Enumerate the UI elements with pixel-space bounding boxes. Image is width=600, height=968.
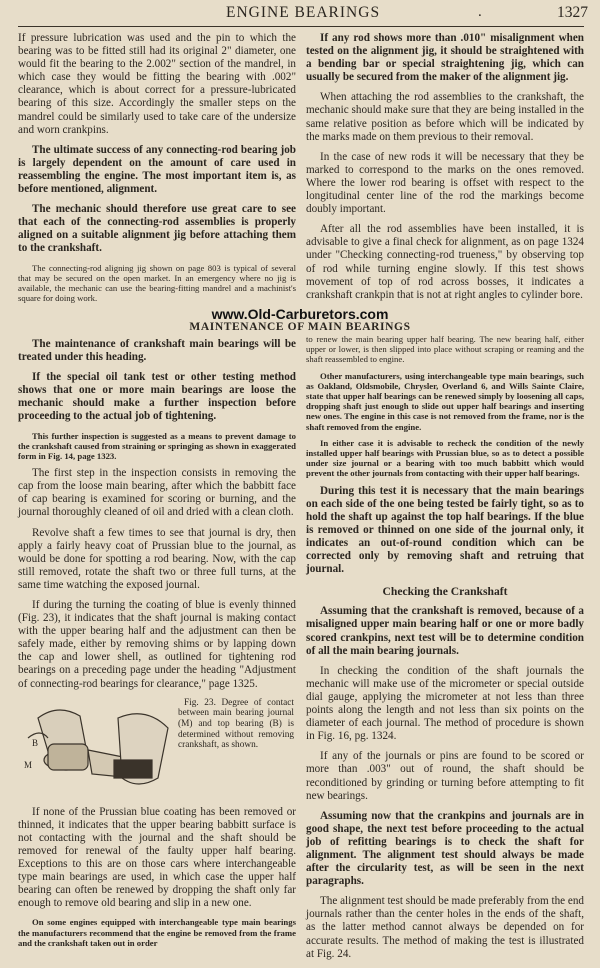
running-title: ENGINE BEARINGS (226, 4, 381, 21)
paragraph: If the special oil tank test or other testing method shows that one or more main bearings are loose the mechanic should make a further inspection before proceeding to the actual job of tightening. (18, 371, 296, 423)
paragraph: to renew the main bearing upper half bearing. The new bearing half, either upper or lower, is then slipped into place without scraping or reaming and the shaft reassembled to engine. (306, 334, 584, 365)
paragraph: The mechanic should therefore use great care to see that each of the connecting-rod assemblies is properly aligned on a suitable alignment jig before attaching them to the crankshaft. (18, 203, 296, 255)
paragraph: Assuming that the crankshaft is removed, because of a misaligned upper main bearing half or one or more badly scored crankpins, next test will be to determine condition of all the main bearing journals. (306, 605, 584, 657)
paragraph: Revolve shaft a few times to see that journal is dry, then apply a fairly heavy coat of Prussian blue to the journal, as would be done for spotting a rod bearing. Now, with the cap still removed, rotate the shaft two or three full turns, at the same time watching the exposed journal. (18, 526, 296, 591)
paragraph: The maintenance of crankshaft main bearings will be treated under this heading. (18, 338, 296, 364)
figure-label-m: M (24, 759, 33, 770)
paragraph: In either case it is advisable to recheck the condition of the newly installed upper half bearings with Prussian blue, so as to detect a possible under size journal or a bearing with too much babbitt which would prevent the other journals from contacting with their upper half bearings. (306, 437, 584, 479)
paragraph: The first step in the inspection consists in removing the cap from the loose main bearing, after which the babbitt face of cap bearing is examined for scoring or burning, and the journal thoroughly cleaned of oil and dried with a clean cloth. (18, 467, 296, 519)
header-dot: . (478, 4, 482, 20)
paragraph: If during the turning the coating of blue is evenly thinned (Fig. 23), it indicates that the shaft journal is making contact with the upper bearing half and the adjustment can then be safely made, either by removing shims or by lapping down the cap and lower shell, as outlined for tightening rod bearings on a preceding page under the heading "Adjustment of connecting-rod bearings for clearance," page 1325. (18, 599, 296, 690)
paragraph: In the case of new rods it will be necessary that they be marked to correspond to the marks on the ones removed. Where the lower rod bearing is offset with respect to the longitudinal center line of the rod the markings become doubly important. (306, 150, 584, 216)
paragraph: If any of the journals or pins are found to be scored or more than .003" out of round, the shaft should be reconditioned by grinding or turning before attempting to fit new bearings. (306, 750, 584, 802)
page-number: 1327 (557, 4, 588, 21)
paragraph: During this test it is necessary that the main bearings on each side of the one being tested be fairly tight, so as to hold the shaft up against the top half bearings. If the blue is removed or thinned on one side of the journal only, it indicates an out-of-round condition which can be corrected only by removing shaft and retruing that journal. (306, 484, 584, 576)
paragraph: Assuming now that the crankpins and journals are in good shape, the next test before proceeding to the actual job of refitting bearings is to check the shaft for alignment. The alignment test should always be made after the circularity test, as will be seen in the next paragraphs. (306, 809, 584, 888)
paragraph: The connecting-rod aligning jig shown on page 803 is typical of several that may be secured on the open market. In an emergency where no jig is available, the mechanic can use the bearing-fitting mandrel and a machinist's square for doing work. (18, 262, 296, 304)
figure-caption: Fig. 23. Degree of contact between main bearing journal (M) and top bearing (B) is determined without removing crankshaft, as shown. (178, 697, 294, 751)
paragraph: This further inspection is suggested as a means to prevent damage to the crankshaft caused from straining or springing as shown in exaggerated form in Fig. 14, page 1323. (18, 430, 296, 461)
watermark-url: www.Old-Carburetors.com (211, 306, 389, 322)
paragraph: When attaching the rod assemblies to the crankshaft, the mechanic should make sure that they are being installed in the same relative position as before which will be indicated by the marks made on them previous to their removal. (306, 91, 584, 143)
page-header (0, 0, 600, 26)
paragraph: The ultimate success of any connecting-rod bearing job is largely dependent on the amount of care used in reassembling the engine. The most important item is, as before mentioned, alignment. (18, 143, 296, 196)
header-rule (18, 26, 584, 27)
paragraph: On some engines equipped with interchangeable type main bearings the manufacturers recommend that the engine be removed from the frame and the crankshaft taken out in order (18, 917, 296, 948)
section-title: MAINTENANCE OF MAIN BEARINGS (189, 321, 411, 333)
bottom-left-column (18, 338, 296, 954)
figure-label-b: B (32, 737, 39, 748)
paragraph: If none of the Prussian blue coating has been removed or thinned, it indicates that the upper bearing babbitt surface is not contacting with the journal and the shaft should be removed for renewal of the faulty upper half bearing. Exceptions to this are on those cars where interchangeable type main bearings are used, in which case the upper half bearing can often be renewed by dropping the shaft only far enough to remove old bearing and slip in a new one. (18, 805, 296, 910)
paragraph: In checking the condition of the shaft journals the mechanic will make use of the micrometer or special outside dial gauge, applying the micrometer at not less than three points along the length and not less than six points on the diameter of each journal. The method of procedure is shown in Fig. 16, pg. 1324. (306, 664, 584, 743)
bottom-right-column (306, 334, 584, 968)
top-left-column (18, 32, 296, 309)
crankshaft-illustration (18, 698, 178, 798)
top-right-column (306, 32, 584, 309)
paragraph: If pressure lubrication was used and the pin to which the bearing was to be fitted still had its original 2" diameter, one would fit the bearing to the 2.002" section of the mandrel, in which case they would be fitting the bearing with .002" clearance, which is about correct for a pressure-lubricated bearing of this size. Accordingly the smaller steps on the mandrel could be similarly used to take care of the undersize and worn crankpins. (18, 32, 296, 136)
figure-23 (18, 698, 296, 798)
paragraph: The alignment test should be made preferably from the end journals rather than the center holes in the ends of the shaft, as the latter method cannot always be depended on for accurate results. The method of making the test is illustrated at Fig. 24. (306, 895, 584, 960)
subheading: Checking the Crankshaft (382, 585, 508, 599)
paragraph: After all the rod assemblies have been installed, it is advisable to give a final check for alignment, as on page 1324 under "Checking connecting-rod trueness," by observing top of rod while turning engine slowly. If this test shows movement of top of rod across bosses, it indicates a crankshaft crankpin that is not at right angles to cylinder bore. (306, 223, 584, 301)
paragraph: Other manufacturers, using interchangeable type main bearings, such as Oakland, Oldsmobile, Chrysler, Overland 6, and Wills Sainte Claire, state that upper half bearings can be renewed simply by loosening all caps, dropping shaft just enough to slide out upper half bearings and inserting new ones. The engine in this case is not removed from the frame, nor is the shaft removed from the engine. (306, 370, 584, 432)
paragraph: If any rod shows more than .010" misalignment when tested on the alignment jig, it should be straightened with a bending bar or special straightening jig, which can usually be secured from the maker of the alignment jig. (306, 32, 584, 84)
